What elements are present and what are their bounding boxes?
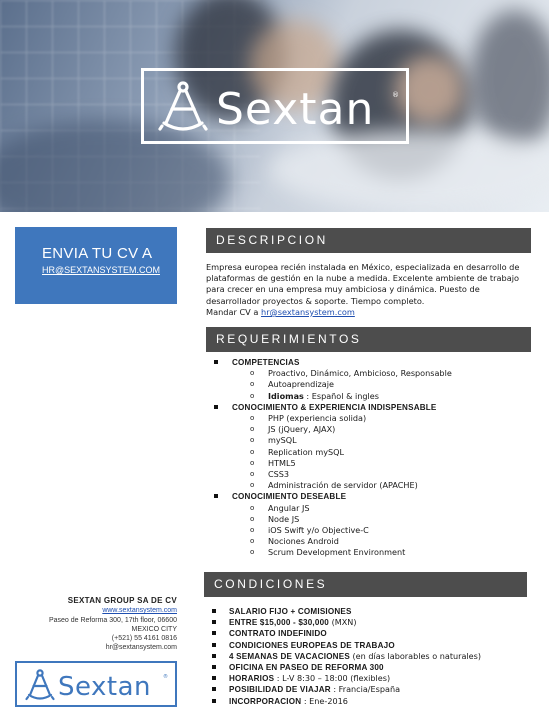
requerimientos-heading: REQUERIMIENTOS — [206, 327, 531, 352]
send-cv-box — [15, 227, 177, 304]
list-item: o CSS3 — [214, 469, 534, 480]
company-city: MEXICO CITY — [131, 625, 177, 633]
descripcion-email-link[interactable]: hr@sextansystem.com — [261, 306, 355, 317]
company-phone: (+521) 55 4161 0816 — [111, 635, 177, 643]
deseable-title: CONOCIMIENTO DESEABLE — [214, 491, 534, 502]
send-cv-title: ENVIA TU CV A — [42, 245, 153, 262]
list-item: o Proactivo, Dinámico, Ambicioso, Responsable — [214, 368, 534, 379]
sextant-logo-icon — [154, 79, 402, 135]
list-item: o mySQL — [214, 435, 534, 446]
condiciones-heading: CONDICIONES — [204, 572, 527, 597]
footer-logo — [15, 661, 177, 707]
header-photo — [0, 0, 549, 212]
list-item: o iOS Swift y/o Objective-C — [214, 525, 534, 536]
sextant-logo-icon — [23, 668, 171, 702]
idiomas-value: : Español & ingles — [303, 390, 379, 401]
conocimiento-title: CONOCIMIENTO & EXPERIENCIA INDISPENSABLE — [214, 402, 534, 413]
svg-text:®: ® — [392, 91, 399, 99]
descripcion-heading: DESCRIPCION — [206, 228, 531, 253]
logo-wordmark: Sextan — [216, 84, 375, 135]
idiomas-label: Idiomas — [268, 390, 304, 401]
descripcion-text — [206, 262, 531, 318]
company-email: hr@sextansystem.com — [105, 644, 177, 652]
logo-wordmark: Sextan — [58, 672, 152, 702]
list-item: CONTRATO INDEFINIDO — [212, 628, 532, 639]
company-name: SEXTAN GROUP SA DE CV — [67, 596, 177, 605]
list-item: o JS (jQuery, AJAX) — [214, 424, 534, 435]
competencias-title: COMPETENCIAS — [214, 357, 534, 368]
list-item: o Scrum Development Environment — [214, 547, 534, 558]
list-item: CONDICIONES EUROPEAS DE TRABAJO — [212, 640, 532, 651]
list-item: HORARIOS : L-V 8:30 – 18:00 (flexibles) — [212, 673, 532, 684]
send-cv-email-link[interactable]: HR@SEXTANSYSTEM.COM — [42, 265, 160, 275]
header-logo — [141, 68, 409, 144]
company-address: Paseo de Reforma 300, 17th floor, 06600 — [48, 616, 177, 624]
company-info — [15, 596, 177, 653]
list-item: o Administración de servidor (APACHE) — [214, 480, 534, 491]
list-item: o Replication mySQL — [214, 447, 534, 458]
svg-text:®: ® — [163, 674, 168, 680]
list-item: o HTML5 — [214, 458, 534, 469]
list-item: o Autoaprendizaje — [214, 379, 534, 390]
list-item: o Angular JS — [214, 503, 534, 514]
descripcion-body: Empresa europea recién instalada en México, especializada en desarrollo de plataformas de gestión en la nube a medida. Excelente ambiente de trabajo para crecer en una empresa muy ambiciosa y dinámica. Puesto de desarrollador proyectos & soporte. Tiempo completo. — [206, 262, 520, 306]
condiciones-list — [212, 606, 532, 707]
company-website-link[interactable]: www.sextansystem.com — [102, 607, 177, 615]
list-item: ENTRE $15,000 - $30,000 (MXN) — [212, 617, 532, 628]
list-item: POSIBILIDAD DE VIAJAR : Francia/España — [212, 684, 532, 695]
list-item: OFICINA EN PASEO DE REFORMA 300 — [212, 662, 532, 673]
list-item: INCORPORACION : Ene-2016 — [212, 696, 532, 707]
list-item: o Node JS — [214, 514, 534, 525]
list-item: o Nociones Android — [214, 536, 534, 547]
list-item — [214, 391, 534, 402]
list-item: 4 SEMANAS DE VACACIONES (en días laborables o naturales) — [212, 651, 532, 662]
requerimientos-list — [214, 357, 534, 559]
list-item: o PHP (experiencia solida) — [214, 413, 534, 424]
list-item: SALARIO FIJO + COMISIONES — [212, 606, 532, 617]
send-cv-prefix: Mandar CV a — [206, 306, 261, 317]
